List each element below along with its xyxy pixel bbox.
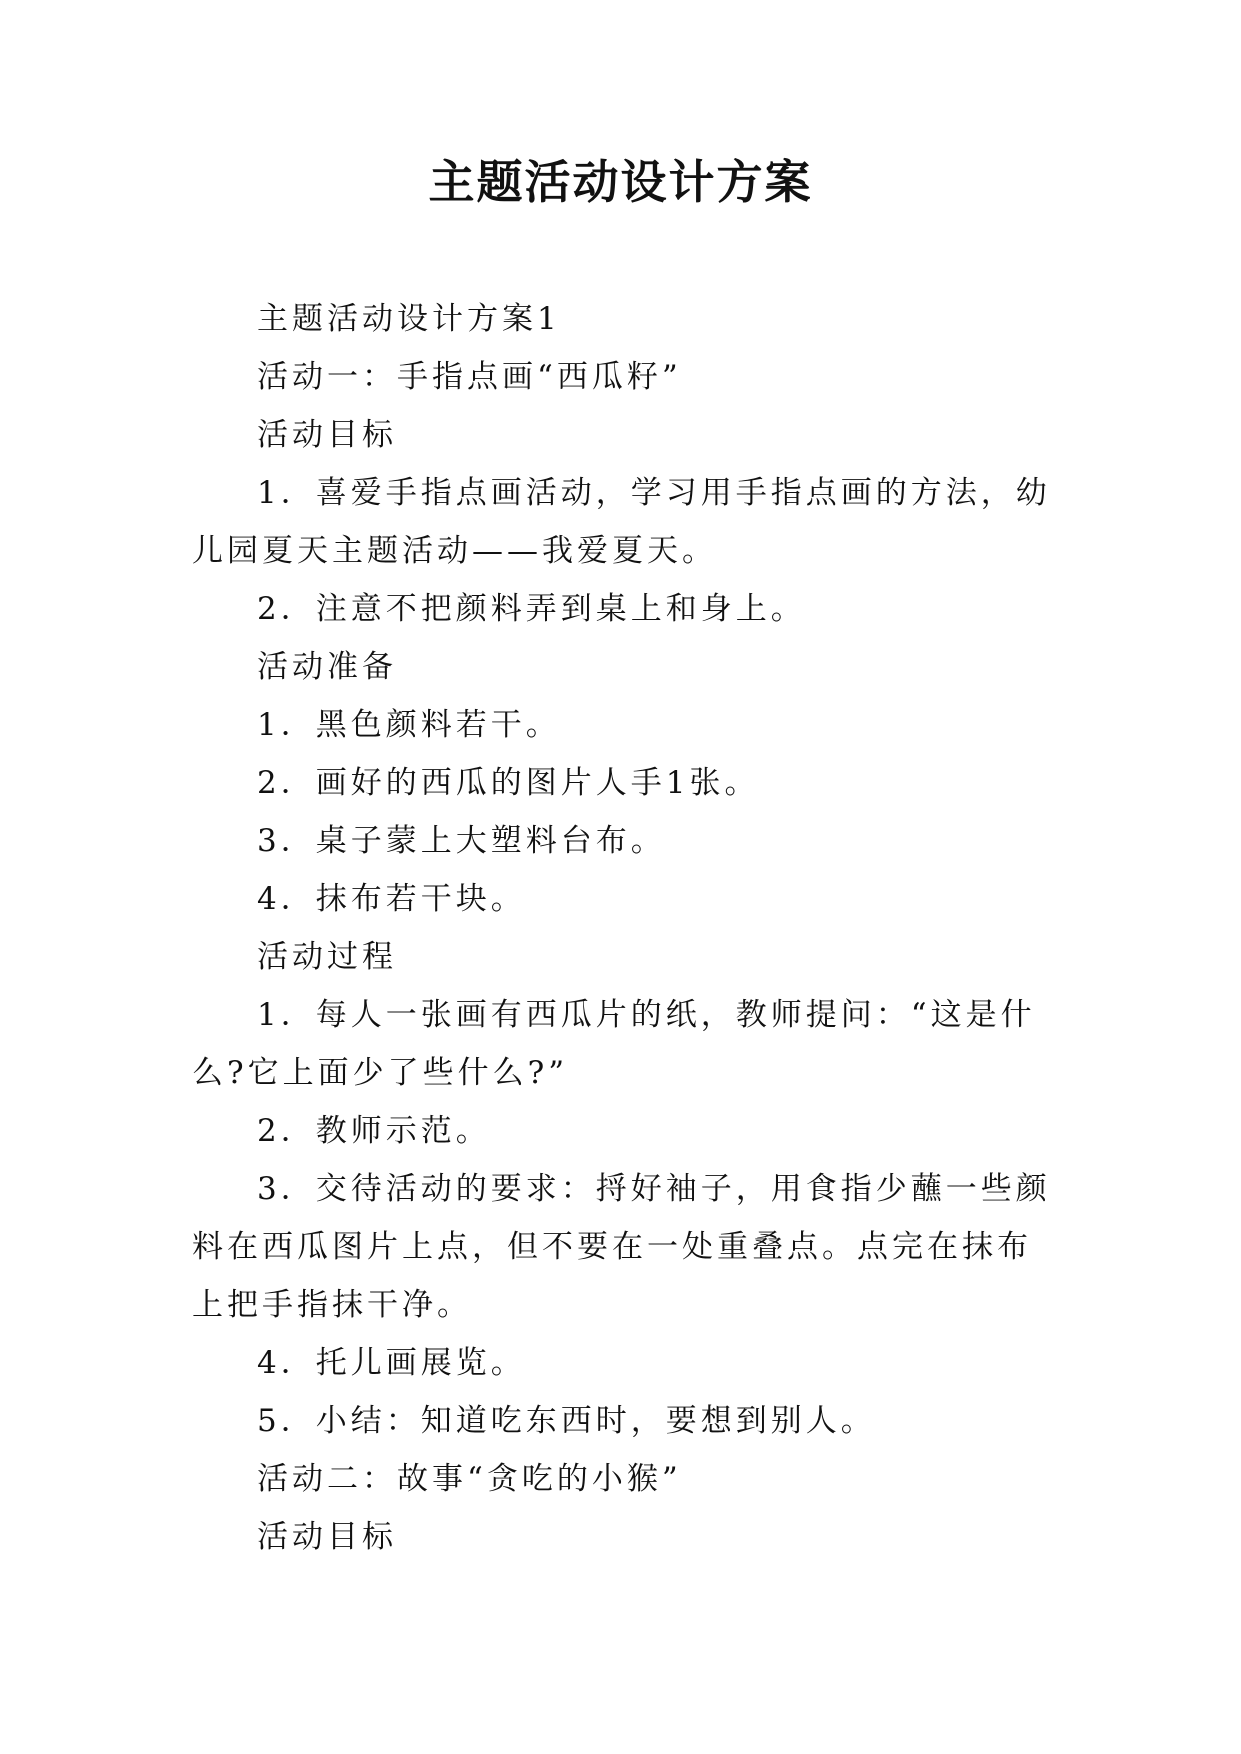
list-item: 3．交待活动的要求：捋好袖子，用食指少蘸一些颜料在西瓜图片上点，但不要在一处重叠点。点完在抹布上把手指抹干净。 (192, 1171, 1051, 1323)
subsection-heading: 活动过程 (257, 939, 397, 975)
list-item: 1．喜爱手指点画活动，学习用手指点画的方法，幼儿园夏天主题活动——我爱夏天。 (192, 475, 1051, 569)
activity-heading: 活动二：故事“贪吃的小猴” (257, 1461, 682, 1497)
list-item: 4．抹布若干块。 (257, 881, 526, 917)
section-heading: 主题活动设计方案1 (257, 301, 561, 337)
list-item: 4．托儿画展览。 (257, 1345, 526, 1381)
list-item: 1．黑色颜料若干。 (257, 707, 561, 743)
subsection-heading: 活动目标 (257, 1519, 397, 1555)
activity-heading: 活动一：手指点画“西瓜籽” (257, 359, 682, 395)
list-item: 5．小结：知道吃东西时，要想到别人。 (257, 1403, 876, 1439)
subsection-heading: 活动目标 (257, 417, 397, 453)
subsection-heading: 活动准备 (257, 649, 397, 685)
list-item: 3．桌子蒙上大塑料台布。 (257, 823, 666, 859)
document-body (192, 290, 1052, 1566)
list-item: 2．教师示范。 (257, 1113, 491, 1149)
list-item: 2．注意不把颜料弄到桌上和身上。 (257, 591, 806, 627)
document-title: 主题活动设计方案 (428, 155, 813, 209)
list-item: 2．画好的西瓜的图片人手1张。 (257, 765, 760, 801)
list-item: 1．每人一张画有西瓜片的纸，教师提问：“这是什么?它上面少了些什么?” (192, 997, 1036, 1091)
